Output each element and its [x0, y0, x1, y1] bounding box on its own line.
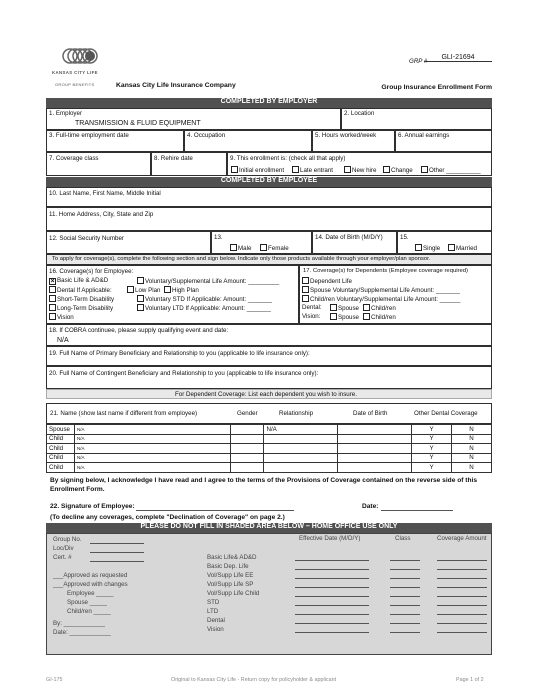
sex-field — [211, 231, 312, 254]
signature-date-line[interactable] — [381, 510, 453, 511]
dep-name-cell[interactable]: N/A — [74, 444, 230, 454]
sex-label: 13. — [214, 234, 223, 241]
cobra-label: 18. If COBRA continuee, please supply qualifying event and date: — [49, 327, 229, 334]
office-section-heading: PLEASE DO NOT FILL IN SHADED AREA BELOW – HOME OFFICE USE ONLY — [46, 523, 492, 533]
male-checkbox[interactable]: Male — [230, 244, 251, 252]
marital-status-field — [397, 231, 492, 254]
dep-dental-no[interactable]: N — [452, 425, 492, 435]
dep-name-cell[interactable]: N/A — [74, 425, 230, 435]
low-plan-checkbox[interactable]: Low Plan — [127, 286, 160, 294]
dep-col-dob: Date of Birth — [353, 410, 388, 417]
employer-field[interactable] — [46, 108, 341, 130]
dep-dental-yes[interactable]: Y — [412, 453, 452, 463]
primary-beneficiary-label: 19. Full Name of Primary Beneficiary and Relationship to you (applicable to life insurance only): — [49, 350, 310, 357]
dep-col-relationship: Relationship — [279, 410, 314, 417]
dep-type: Child — [47, 463, 75, 473]
office-children: Child/ren _____ — [67, 608, 111, 615]
office-amount-line — [437, 569, 487, 570]
contingent-beneficiary-field[interactable] — [46, 366, 492, 389]
office-amount-line — [437, 632, 487, 633]
std-checkbox[interactable]: Short-Term Disability — [49, 295, 114, 303]
dependent-heading: For Dependent Coverage: List each dependent you wish to insure. — [175, 391, 357, 398]
office-class-line — [390, 632, 420, 633]
office-amount-line — [437, 623, 487, 624]
office-effective-line — [295, 614, 369, 615]
logo-wordmark: KANSAS CITY LIFE — [52, 70, 98, 75]
office-amount-line — [437, 560, 487, 561]
office-class-line — [390, 605, 420, 606]
office-class-line — [390, 587, 420, 588]
office-effective-line — [295, 605, 369, 606]
office-class-line — [390, 596, 420, 597]
dep-rel-cell[interactable]: N/A — [264, 425, 338, 435]
dep-dental-no[interactable]: N — [452, 444, 492, 454]
hours-field[interactable] — [312, 130, 395, 152]
apply-note: To apply for coverage(s), complete the following section and sign below. Indicate only those products available through your employer/plan sponsor. — [52, 256, 431, 262]
dep-dental-yes[interactable]: Y — [412, 425, 452, 435]
dep-type: Spouse — [47, 425, 75, 435]
dep-gender-cell[interactable] — [230, 434, 264, 444]
employee-name-field[interactable] — [46, 187, 492, 207]
office-spouse: Spouse _____ — [67, 599, 107, 606]
dep-dental-children-checkbox[interactable]: Child/ren — [363, 304, 396, 312]
office-class-line — [390, 560, 420, 561]
dep-dental-no[interactable]: N — [452, 434, 492, 444]
vol-std-checkbox[interactable]: Voluntary STD If Applicable: Amount: _______ — [137, 295, 272, 303]
female-checkbox[interactable]: Female — [260, 244, 289, 252]
dep-vision-children-checkbox[interactable]: Child/ren — [363, 313, 396, 321]
form-title: Group Insurance Enrollment Form — [381, 84, 492, 91]
employer-section-heading: COMPLETED BY EMPLOYER — [46, 98, 492, 108]
office-group-no: Group No. — [53, 536, 82, 543]
table-row — [47, 453, 492, 463]
dep-dental-no[interactable]: N — [452, 453, 492, 463]
coverage-class-label: 7. Coverage class — [49, 155, 99, 162]
enroll-initial-checkbox[interactable]: Initial enrollment — [231, 166, 284, 174]
location-label: 2. Location — [344, 110, 375, 117]
enroll-change-checkbox[interactable]: Change — [383, 166, 413, 174]
footer-copy-note: Original to Kansas City Life - Return copy for policyholder & applicant — [171, 677, 337, 683]
rehire-date-label: 8. Rehire date — [154, 155, 193, 162]
dep-name-cell[interactable]: N/A — [74, 463, 230, 473]
dep-dental-no[interactable]: N — [452, 463, 492, 473]
footer-page-number: Page 1 of 2 — [456, 677, 484, 683]
office-amount-line — [437, 587, 487, 588]
office-effective-line — [295, 560, 369, 561]
office-effective-line — [295, 578, 369, 579]
office-approved-changes: ___Approved with changes — [53, 581, 128, 588]
logo-subtitle: GROUP BENEFITS — [55, 82, 95, 87]
employee-section-heading: COMPLETED BY EMPLOYEE — [46, 177, 492, 187]
rehire-date-field[interactable] — [151, 152, 227, 176]
decline-note: (To decline any coverages, complete "Declination of Coverage" on page 2.) — [50, 514, 285, 521]
signature-line[interactable] — [136, 510, 294, 511]
dep-vision-spouse-checkbox[interactable]: Spouse — [330, 313, 359, 321]
employer-label: 1. Employer — [49, 110, 83, 117]
office-employee: Employee _____ — [67, 590, 114, 597]
dep-dental-yes[interactable]: Y — [412, 444, 452, 454]
dependent-header-row — [46, 403, 492, 424]
office-amount-line — [437, 578, 487, 579]
office-effective-line — [295, 596, 369, 597]
dep-gender-cell[interactable] — [230, 453, 264, 463]
occupation-label: 4. Occupation — [187, 132, 226, 139]
dob-field[interactable] — [312, 231, 397, 254]
office-amount-line — [437, 605, 487, 606]
office-effective-header: Effective Date (M/D/Y) — [299, 535, 361, 542]
married-checkbox[interactable]: Married — [448, 244, 477, 252]
dep-gender-cell[interactable] — [230, 444, 264, 454]
basic-life-checkbox[interactable]: × Basic Life & AD&D — [50, 277, 109, 285]
dep-dob-cell[interactable] — [338, 444, 412, 454]
table-row — [47, 434, 492, 444]
office-effective-line — [295, 587, 369, 588]
primary-beneficiary-field[interactable] — [46, 346, 492, 366]
company-name: Kansas City Life Insurance Company — [116, 82, 236, 89]
dep-name-cell[interactable]: N/A — [74, 434, 230, 444]
office-class-line — [390, 614, 420, 615]
employee-coverage-box — [46, 265, 299, 324]
office-by: By: ____________ — [53, 620, 105, 627]
earnings-field[interactable] — [395, 130, 492, 152]
fulltime-date-field[interactable] — [46, 130, 184, 152]
dep-life-checkbox[interactable]: Dependent Life — [302, 277, 352, 285]
office-products-list: Basic Life& AD&D Basic Dep. Life Vol/Supp Life EE Vol/Supp Life SP Vol/Supp Life Child STD LTD Dental Vision — [207, 554, 260, 633]
group-number-field[interactable]: GLI-21694 — [424, 54, 492, 62]
dep-type: Child — [47, 444, 75, 454]
vision-checkbox[interactable]: Vision — [49, 313, 74, 321]
dep-dob-cell[interactable] — [338, 434, 412, 444]
office-class-header: Class — [395, 535, 411, 542]
cobra-field[interactable] — [46, 324, 492, 346]
group-number-label: GRP # — [409, 58, 428, 65]
dep-dob-cell[interactable] — [338, 453, 412, 463]
dep-name-cell[interactable]: N/A — [74, 453, 230, 463]
dep-gender-cell[interactable] — [230, 463, 264, 473]
dep-rel-cell[interactable] — [264, 453, 338, 463]
cobra-value: N/A — [57, 337, 69, 344]
ssn-label: 12. Social Security Number — [49, 235, 124, 242]
dep-gender-cell[interactable] — [230, 425, 264, 435]
occupation-field[interactable] — [184, 130, 312, 152]
office-effective-line — [295, 632, 369, 633]
office-effective-line — [295, 623, 369, 624]
dep-dental-yes[interactable]: Y — [412, 434, 452, 444]
hours-label: 5. Hours worked/week — [315, 132, 377, 139]
dep-col-dental: Other Dental Coverage — [414, 410, 478, 417]
dependent-coverage-box — [299, 265, 492, 324]
dep-rel-cell[interactable] — [264, 444, 338, 454]
high-plan-checkbox[interactable]: High Plan — [164, 286, 199, 294]
dependent-heading-bar — [46, 389, 492, 399]
dep-col-gender: Gender — [237, 410, 258, 417]
enrollment-type-label: 9. This enrollment is: (check all that apply) — [230, 155, 346, 162]
location-field[interactable] — [341, 108, 492, 130]
dep-rel-cell[interactable] — [264, 434, 338, 444]
employer-value: TRANSMISSION & FLUID EQUIPMENT — [75, 120, 201, 127]
ltd-checkbox[interactable]: Long-Term Disability — [49, 304, 113, 312]
signature-label: 22. Signature of Employee: — [50, 503, 135, 510]
dep-dob-cell[interactable] — [338, 425, 412, 435]
signature-date-label: Date: — [362, 503, 379, 510]
office-cert: Cert. # — [53, 554, 72, 561]
earnings-label: 6. Annual earnings — [398, 132, 450, 139]
dependent-coverage-label: 17. Coverage(s) for Dependents (Employee coverage required) — [303, 268, 469, 274]
dob-label: 14. Date of Birth (M/D/Y) — [315, 234, 383, 241]
enrollment-type-field — [227, 152, 492, 176]
enroll-other-checkbox[interactable]: Other __________ — [421, 166, 481, 174]
dependents-table — [46, 424, 492, 473]
home-address-label: 11. Home Address, City, State and Zip — [49, 211, 154, 218]
office-amount-line — [437, 614, 487, 615]
spouse-vol-life-checkbox[interactable]: Spouse Voluntary/Supplemental Life Amount: _______ — [302, 286, 460, 294]
office-effective-line — [295, 569, 369, 570]
coverage-class-field[interactable] — [46, 152, 151, 176]
footer-form-number: GI-175 — [46, 677, 63, 683]
table-row — [47, 463, 492, 473]
office-class-line — [390, 578, 420, 579]
office-class-line — [390, 569, 420, 570]
vol-life-checkbox[interactable]: Voluntary/Supplemental Life Amount: _________ — [137, 277, 279, 285]
kansas-city-life-logo — [55, 45, 105, 87]
dep-dental-label: Dental: — [302, 304, 322, 311]
employee-coverage-label: 16. Coverage(s) for Employee: — [49, 268, 134, 275]
single-checkbox[interactable]: Single — [415, 244, 440, 252]
vol-ltd-checkbox[interactable]: Voluntary LTD If Applicable: Amount: _______ — [137, 304, 271, 312]
dep-type: Child — [47, 453, 75, 463]
office-loc-div: Loc/Div — [53, 545, 74, 552]
dep-col-name: 21. Name (show last name if different from employee) — [50, 410, 198, 417]
office-date: Date: ____________ — [53, 629, 111, 636]
child-vol-life-checkbox[interactable]: Child/ren Voluntary/Supplemental Life Amount: ______ — [302, 295, 460, 303]
acknowledgement-text: By signing below, I acknowledge I have read and I agree to the terms of the Provisions of Coverage contained on the reverse side of this Enrollment Form. — [50, 477, 477, 493]
office-amount-line — [437, 596, 487, 597]
table-row — [47, 425, 492, 435]
ssn-field[interactable] — [46, 231, 211, 254]
home-office-area — [46, 533, 492, 655]
dep-rel-cell[interactable] — [264, 463, 338, 473]
home-address-field[interactable] — [46, 207, 492, 231]
dep-dental-spouse-checkbox[interactable]: Spouse — [330, 304, 359, 312]
contingent-beneficiary-label: 20. Full Name of Contingent Beneficiary and Relationship to you (applicable to life insurance only): — [49, 370, 319, 377]
table-row — [47, 444, 492, 454]
office-class-line — [390, 623, 420, 624]
dep-type: Child — [47, 434, 75, 444]
office-amount-header: Coverage Amount — [437, 535, 487, 542]
dep-dob-cell[interactable] — [338, 463, 412, 473]
employee-name-label: 10. Last Name, First Name, Middle Initial — [49, 190, 161, 197]
apply-note-bar — [46, 254, 492, 265]
dental-checkbox[interactable]: Dental If Applicable: — [49, 286, 112, 294]
dep-dental-yes[interactable]: Y — [412, 463, 452, 473]
dep-vision-label: Vision: — [302, 313, 321, 320]
enroll-late-checkbox[interactable]: Late entrant — [292, 166, 333, 174]
marital-label: 15. — [400, 234, 409, 241]
enroll-newhire-checkbox[interactable]: New hire — [344, 166, 376, 174]
office-approved: ___Approved as requested — [53, 572, 128, 579]
fulltime-date-label: 3. Full-time employment date — [49, 132, 129, 139]
